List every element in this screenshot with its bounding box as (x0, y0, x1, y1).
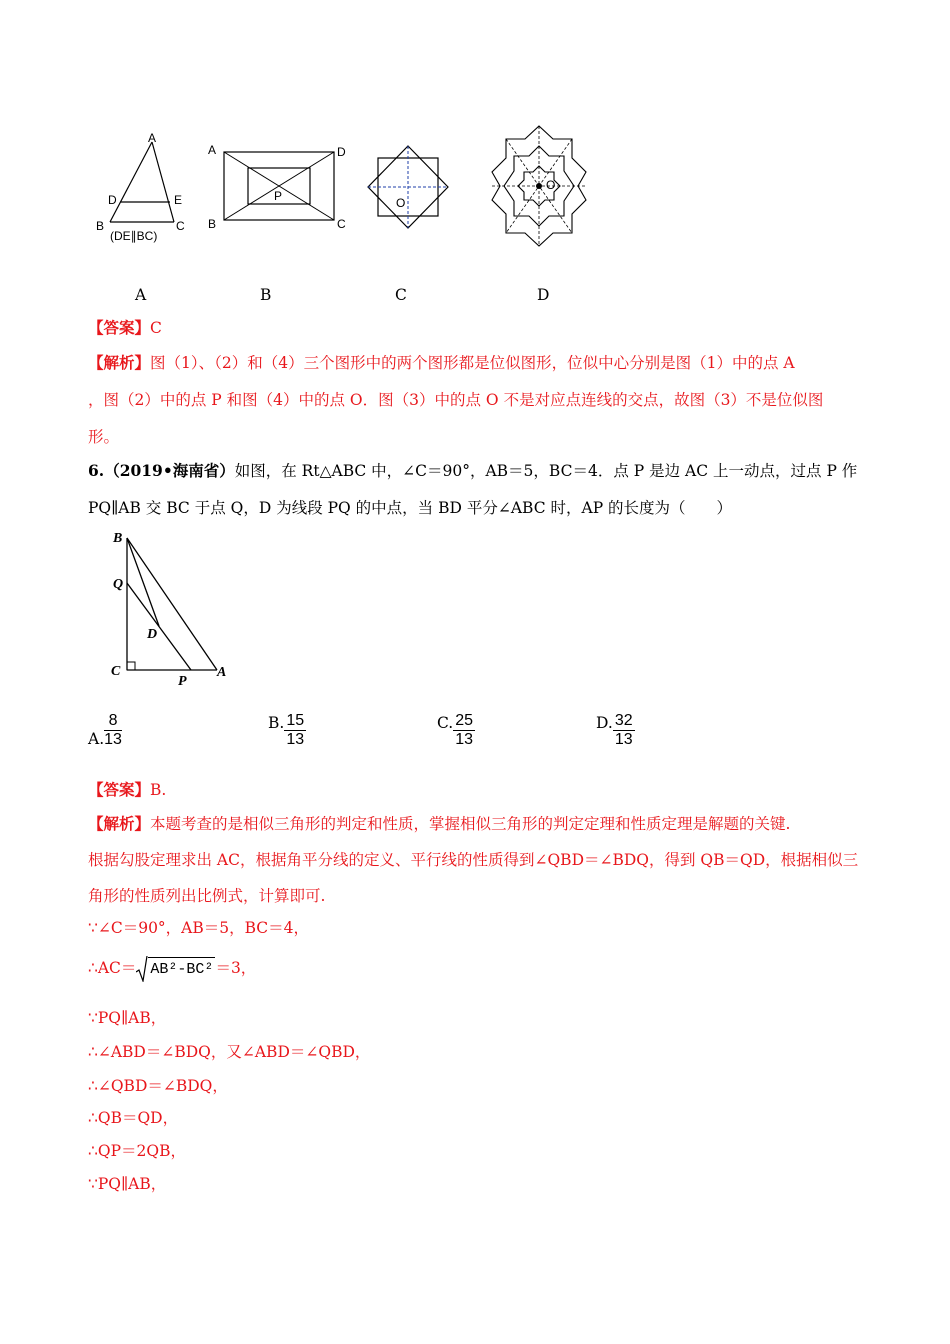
point-c-label: C (176, 219, 185, 233)
option-label: D. (596, 713, 613, 732)
option-a[interactable] (88, 712, 122, 749)
answer-tag: 【答案】 (88, 780, 151, 799)
parallel-note: (DE∥BC) (110, 229, 158, 243)
option-fraction: $\frac{15}{13}$ (286, 712, 305, 748)
point-a-label: A (217, 665, 227, 680)
figure-c-squares (362, 140, 457, 235)
figure-a-caption: A (135, 286, 147, 304)
point-e-label: E (174, 193, 183, 207)
point-c-label: C (111, 664, 121, 679)
q5-analysis-line-1 (88, 353, 795, 373)
figure-b-rectangles (204, 140, 354, 235)
sqrt-sign-icon (136, 956, 148, 982)
step-5: ∴∠QBD＝∠BDQ， (88, 1077, 228, 1095)
q6-analysis-line-1 (88, 814, 790, 834)
option-d[interactable] (596, 712, 635, 749)
q5-analysis-line-3: 形。 (88, 428, 120, 446)
point-d-label: D (108, 193, 117, 207)
option-label: A. (88, 729, 105, 748)
analysis-text: 本题考查的是相似三角形的判定和性质，掌握相似三角形的判定定理和性质定理是解题的关键. (150, 815, 791, 833)
analysis-tag: 【解析】 (88, 814, 151, 833)
point-o-label: O (396, 196, 406, 210)
q6-answer (88, 780, 166, 800)
point-b-label: B (96, 219, 105, 233)
question-number: 6. (88, 461, 105, 480)
step-3: ∵PQ∥AB， (88, 1009, 167, 1027)
option-fraction: $\frac{25}{13}$ (455, 712, 474, 748)
option-fraction: $\frac{32}{13}$ (614, 712, 633, 748)
figure-b-caption: B (260, 286, 272, 304)
step-7: ∴QP＝2QB， (88, 1142, 186, 1160)
q6-analysis-line-2: 根据勾股定理求出 AC，根据角平分线的定义、平行线的性质得到∠QBD＝∠BDQ，得到 QB＝QD，根据相似三 (88, 851, 859, 869)
stem-text: 如图，在 Rt△ABC 中，∠C＝90°，AB＝5，BC＝4．点 P 是边 AC 上一动点，过点 P 作 (234, 462, 858, 480)
answer-tag: 【答案】 (88, 318, 151, 337)
point-d-label: D (337, 145, 346, 159)
step-4: ∴∠ABD＝∠BDQ，又∠ABD＝∠QBD， (88, 1043, 371, 1061)
point-p-label: P (274, 189, 283, 203)
step-2-radicand: AB²-BC² (148, 957, 215, 980)
step-2-suffix: ＝3， (215, 959, 257, 977)
q6-stem-line-1 (88, 461, 857, 481)
analysis-text: 图（1）、（2）和（4）三个图形中的两个图形都是位似图形，位似中心分别是图（1）中的点 A (150, 354, 795, 372)
figure-c-caption: C (395, 286, 407, 304)
q6-stem-line-2: PQ∥AB 交 BC 于点 Q，D 为线段 PQ 的中点，当 BD 平分∠ABC 时，AP 的长度为（ ） (88, 499, 733, 517)
step-6: ∴QB＝QD， (88, 1109, 179, 1127)
point-c-label: C (337, 217, 346, 231)
figure-d-star (474, 122, 604, 252)
option-c[interactable] (437, 712, 475, 749)
point-o-label: O (546, 178, 556, 192)
figure-a-triangle (88, 130, 198, 245)
step-8: ∵PQ∥AB， (88, 1175, 167, 1193)
point-q-label: Q (113, 577, 124, 592)
point-p-label: P (178, 674, 187, 688)
point-d-label: D (147, 627, 158, 642)
point-a-label: A (148, 131, 157, 145)
step-2-prefix: ∴AC＝ (88, 959, 137, 977)
q6-analysis-line-3: 角形的性质列出比例式，计算即可. (88, 887, 326, 905)
point-b-label: B (208, 217, 217, 231)
figure-d-caption: D (537, 286, 550, 304)
analysis-tag: 【解析】 (88, 353, 151, 372)
option-label: B. (268, 713, 285, 732)
point-a-label: A (208, 143, 217, 157)
question-source: （2019•海南省） (104, 461, 235, 480)
answer-value: B. (150, 781, 167, 799)
step-1: ∵∠C＝90°，AB＝5，BC＝4， (88, 919, 310, 937)
q6-figure-triangle (105, 528, 240, 688)
option-label: C. (437, 713, 454, 732)
q5-answer (88, 318, 162, 338)
step-2 (88, 956, 256, 982)
option-b[interactable] (268, 712, 306, 749)
q5-analysis-line-2: ，图（2）中的点 P 和图（4）中的点 O．图（3）中的点 O 不是对应点连线的交点，故图（3）不是位似图 (88, 391, 824, 409)
option-fraction: $\frac{8}{13}$ (104, 712, 122, 748)
point-b-label: B (113, 531, 123, 546)
answer-value: C (150, 319, 162, 337)
